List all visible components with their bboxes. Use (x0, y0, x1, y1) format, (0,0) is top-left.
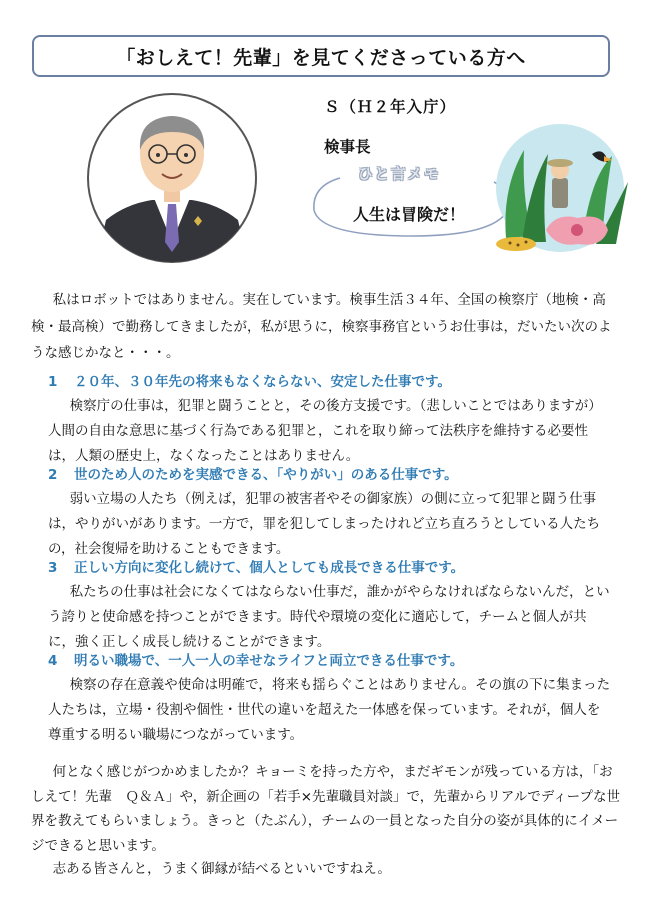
person-portrait-icon (86, 92, 258, 264)
profile-position: 検事長 (324, 138, 371, 156)
jungle-explorer-icon (486, 118, 634, 266)
section-3-number: 3 (48, 560, 58, 576)
profile-name: Ｓ（Ｈ２年入庁） (324, 98, 457, 116)
memo-label: ひと言メモ (358, 167, 441, 183)
closing-sentence: 志ある皆さんと，うまく御縁が結べるといいですねえ。 (52, 861, 391, 877)
section-1-body: 検察庁の仕事は，犯罪と闘うことと，その後方支援です。（悲しいことではありますが）人間の自由な意思に基づく行為である犯罪と，これを取り締って法秩序を維持する必要性は，人類の歴史上，なくなったことはありません。 (48, 398, 602, 464)
section-1-title: ２０年、３０年先の将来もなくならない、安定した仕事です。 (74, 374, 451, 390)
section-1-heading (48, 372, 451, 392)
section-2-body: 弱い立場の人たち（例えば，犯罪の被害者やその御家族）の側に立って犯罪と闘う仕事は，やりがいがあります。一方で，罪を犯してしまったけれど立ち直ろうとしている人たちの，社会復帰を助けることもできます。 (48, 491, 601, 557)
section-2-number: 2 (48, 467, 58, 483)
section-3-heading (48, 558, 464, 578)
section-3-title: 正しい方向に変化し続けて、個人としても成長できる仕事です。 (74, 560, 465, 576)
page-title-box (32, 35, 610, 77)
profile-block (324, 95, 456, 157)
closing-paragraph: 何となく感じがつかめましたか？キョーミを持った方や，まだギモンが残っている方は，「おしえて！先輩 Ｑ＆Ａ」や，新企画の「若手×先輩職員対談」で，先輩からリアルでディープな世界を教えてもらいましょう。きっと（たぶん），チームの一員となった自分の姿が具体的にイメージできると思います。 (31, 764, 620, 854)
section-4-body: 検察の存在意義や使命は明確で，将来も揺らぐことはありません。その旗の下に集まった人たちは，立場・役割や個性・世代の違いを超えた一体感を保っています。それが，個人を尊重する明るい職場につながっています。 (48, 677, 611, 743)
section-4-number: 4 (48, 653, 58, 669)
section-4-title: 明るい職場で、一人一人の幸せなライフと両立できる仕事です。 (74, 653, 464, 669)
section-3-body: 私たちの仕事は社会になくてはならない仕事だ，誰かがやらなければならないんだ，という誇りと使命感を持つことができます。時代や環境の変化に適応して，チームと個人が共に，強く正しく成長し続けることができます。 (48, 584, 610, 650)
section-1-number: 1 (48, 374, 58, 390)
page-title: 「おしえて！先輩」を見てくださっている方へ (116, 46, 526, 69)
section-2-heading (48, 465, 458, 485)
memo-text: 人生は冒険だ！ (353, 205, 466, 224)
intro-paragraph: 私はロボットではありません。実在しています。検事生活３４年、全国の検察庁（地検・高検・最高検）で勤務してきましたが，私が思うに，検察事務官というお仕事は，だいたい次のような感じかなと・・・。 (31, 292, 612, 361)
section-4-heading (48, 651, 463, 671)
section-2-title: 世のため人のためを実感できる、「やりがい」のある仕事です。 (74, 467, 458, 483)
